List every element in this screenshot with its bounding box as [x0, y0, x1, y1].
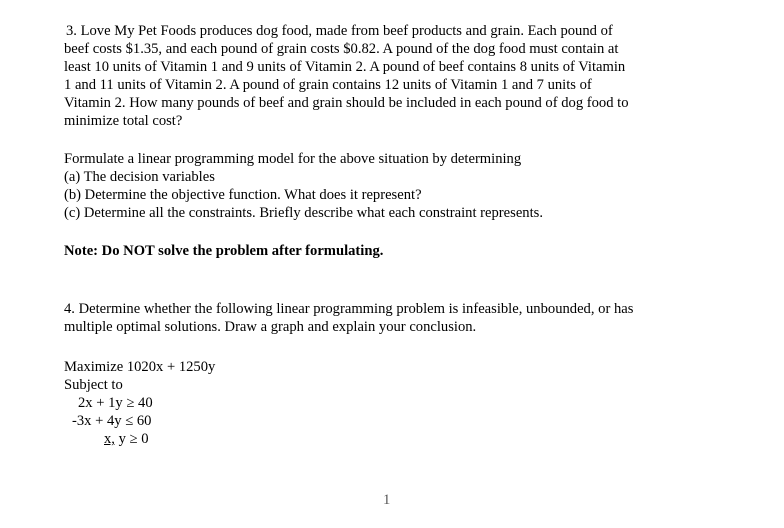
constraint-2: -3x + 4y ≤ 60: [72, 413, 152, 429]
constraint-1: 2x + 1y ≥ 40: [78, 395, 153, 411]
task-b: (b) Determine the objective function. What does it represent?: [64, 187, 422, 203]
nonnegativity-constraint: [104, 430, 149, 448]
task-a: (a) The decision variables: [64, 169, 215, 185]
problem-4-line-1: 4. Determine whether the following linear programming problem is infeasible, unbounded, or has: [64, 301, 634, 317]
problem-3-line-5: Vitamin 2. How many pounds of beef and grain should be included in each pound of dog food to: [64, 95, 629, 111]
problem-3-line-4: 1 and 11 units of Vitamin 2. A pound of grain contains 12 units of Vitamin 1 and 7 units of: [64, 77, 592, 93]
problem-3-line-6: minimize total cost?: [64, 113, 183, 129]
problem-3-line-1: 3. Love My Pet Foods produces dog food, made from beef products and grain. Each pound of: [66, 23, 613, 39]
note: Note: Do NOT solve the problem after formulating.: [64, 243, 384, 259]
problem-3-line-3: least 10 units of Vitamin 1 and 9 units of Vitamin 2. A pound of beef contains 8 units of Vitamin: [64, 59, 626, 75]
subject-to-label: Subject to: [64, 377, 123, 393]
task-intro: Formulate a linear programming model for the above situation by determining: [64, 151, 522, 167]
problem-4-line-2: multiple optimal solutions. Draw a graph and explain your conclusion.: [64, 319, 477, 335]
problem-3-line-2: beef costs $1.35, and each pound of grain costs $0.82. A pound of the dog food must contain at: [64, 41, 619, 57]
task-c: (c) Determine all the constraints. Briefly describe what each constraint represents.: [64, 205, 543, 221]
nonnegativity-x: x,: [104, 431, 115, 447]
objective-function: Maximize 1020x + 1250y: [64, 359, 216, 375]
page-number: 1: [383, 492, 391, 508]
nonnegativity-rest: y ≥ 0: [114, 431, 149, 447]
